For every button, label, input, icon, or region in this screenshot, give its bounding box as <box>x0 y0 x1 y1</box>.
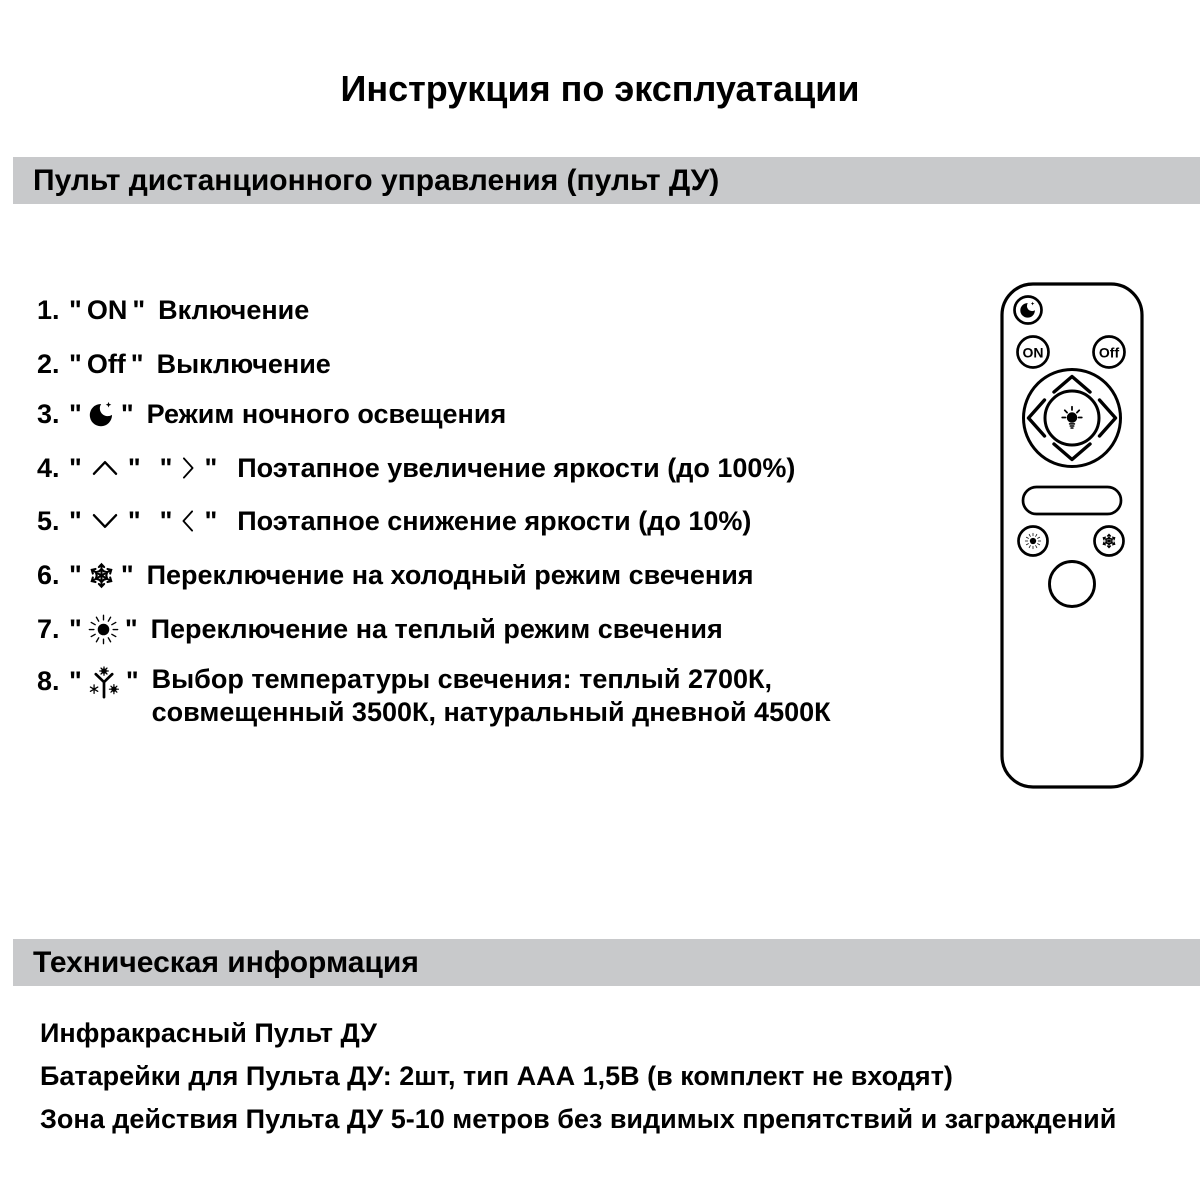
button-name: Off <box>86 348 126 379</box>
item-number: 8. <box>37 666 60 696</box>
item-number: 5. <box>37 505 60 536</box>
list-item-temperature-select <box>37 663 831 729</box>
item-description: Поэтапное снижение яркости (до 10%) <box>237 505 752 536</box>
item-number: 7. <box>37 613 60 644</box>
remote-off-button <box>1094 337 1125 368</box>
section-banner-remote <box>13 157 1200 204</box>
quote-mark: " <box>124 613 138 644</box>
tech-info-line: Зона действия Пульта ДУ 5-10 метров без видимых препятствий и заграждений <box>40 1104 1117 1134</box>
quote-mark: " <box>204 505 218 536</box>
item-description: Режим ночного освещения <box>146 398 507 429</box>
item-description-line1: Выбор температуры свечения: теплый 2700К, <box>151 664 772 694</box>
item-number: 4. <box>37 452 60 483</box>
item-description: Выключение <box>156 348 331 379</box>
remote-on-button <box>1018 337 1049 368</box>
page-title: Инструкция по эксплуатации <box>340 68 860 109</box>
snowflake-icon <box>87 561 116 590</box>
item-number: 2. <box>37 348 60 379</box>
list-item-on <box>37 290 309 330</box>
chevron-right-icon <box>177 451 199 485</box>
list-item-off <box>37 344 331 384</box>
crescent-moon-icon <box>87 400 116 429</box>
off-button-label: Off <box>1098 344 1120 361</box>
list-item-warm-mode <box>37 609 723 649</box>
item-number: 3. <box>37 398 60 429</box>
quote-mark: " <box>69 505 82 536</box>
sun-icon <box>87 613 120 646</box>
quote-mark: " <box>204 452 218 483</box>
button-name: ON <box>86 294 128 325</box>
remote-nav-pad <box>1024 370 1121 467</box>
remote-bottom-button <box>1050 562 1095 607</box>
section-heading: Пульт дистанционного управления (пульт ДУ) <box>33 163 720 197</box>
list-item-brightness-down <box>37 501 751 541</box>
tech-info-line: Инфракрасный Пульт ДУ <box>40 1018 377 1048</box>
quote-mark: " <box>130 348 144 379</box>
item-description: Переключение на теплый режим свечения <box>150 613 723 644</box>
chevron-left-icon <box>177 504 199 538</box>
remote-control-illustration <box>997 281 1147 791</box>
quote-mark: " <box>132 294 146 325</box>
remote-pill-button <box>1023 487 1121 514</box>
quote-mark: " <box>159 505 173 536</box>
section-heading: Техническая информация <box>33 945 419 979</box>
quote-mark: " <box>127 452 141 483</box>
remote-warm-button <box>1019 527 1048 556</box>
chevron-down-icon <box>87 507 123 535</box>
quote-mark: " <box>69 666 82 696</box>
quote-mark: " <box>69 348 82 379</box>
item-description: Поэтапное увеличение яркости (до 100%) <box>237 452 796 483</box>
list-item-night-mode <box>37 394 506 434</box>
quote-mark: " <box>125 666 139 696</box>
quote-mark: " <box>127 505 141 536</box>
item-description <box>152 663 831 729</box>
item-number: 6. <box>37 559 60 590</box>
item-description-line2: совмещенный 3500К, натуральный дневной 4500К <box>151 697 831 727</box>
quote-mark: " <box>159 452 173 483</box>
chevron-up-icon <box>87 454 123 482</box>
remote-moon-button <box>1015 297 1042 324</box>
quote-mark: " <box>120 559 134 590</box>
item-description: Переключение на холодный режим свечения <box>146 559 754 590</box>
on-button-label: ON <box>1022 344 1044 361</box>
quote-mark: " <box>69 452 82 483</box>
remote-cold-button <box>1095 527 1124 556</box>
temperature-select-icon <box>87 665 121 702</box>
section-banner-tech <box>13 939 1200 986</box>
list-item-cold-mode <box>37 555 754 595</box>
quote-mark: " <box>69 559 82 590</box>
item-description: Включение <box>158 294 310 325</box>
quote-mark: " <box>69 398 82 429</box>
quote-mark: " <box>69 294 82 325</box>
quote-mark: " <box>69 613 82 644</box>
quote-mark: " <box>120 398 134 429</box>
item-number: 1. <box>37 294 60 325</box>
list-item-brightness-up <box>37 448 795 488</box>
tech-info-line: Батарейки для Пульта ДУ: 2шт, тип ААА 1,5В (в комплект не входят) <box>40 1061 953 1091</box>
